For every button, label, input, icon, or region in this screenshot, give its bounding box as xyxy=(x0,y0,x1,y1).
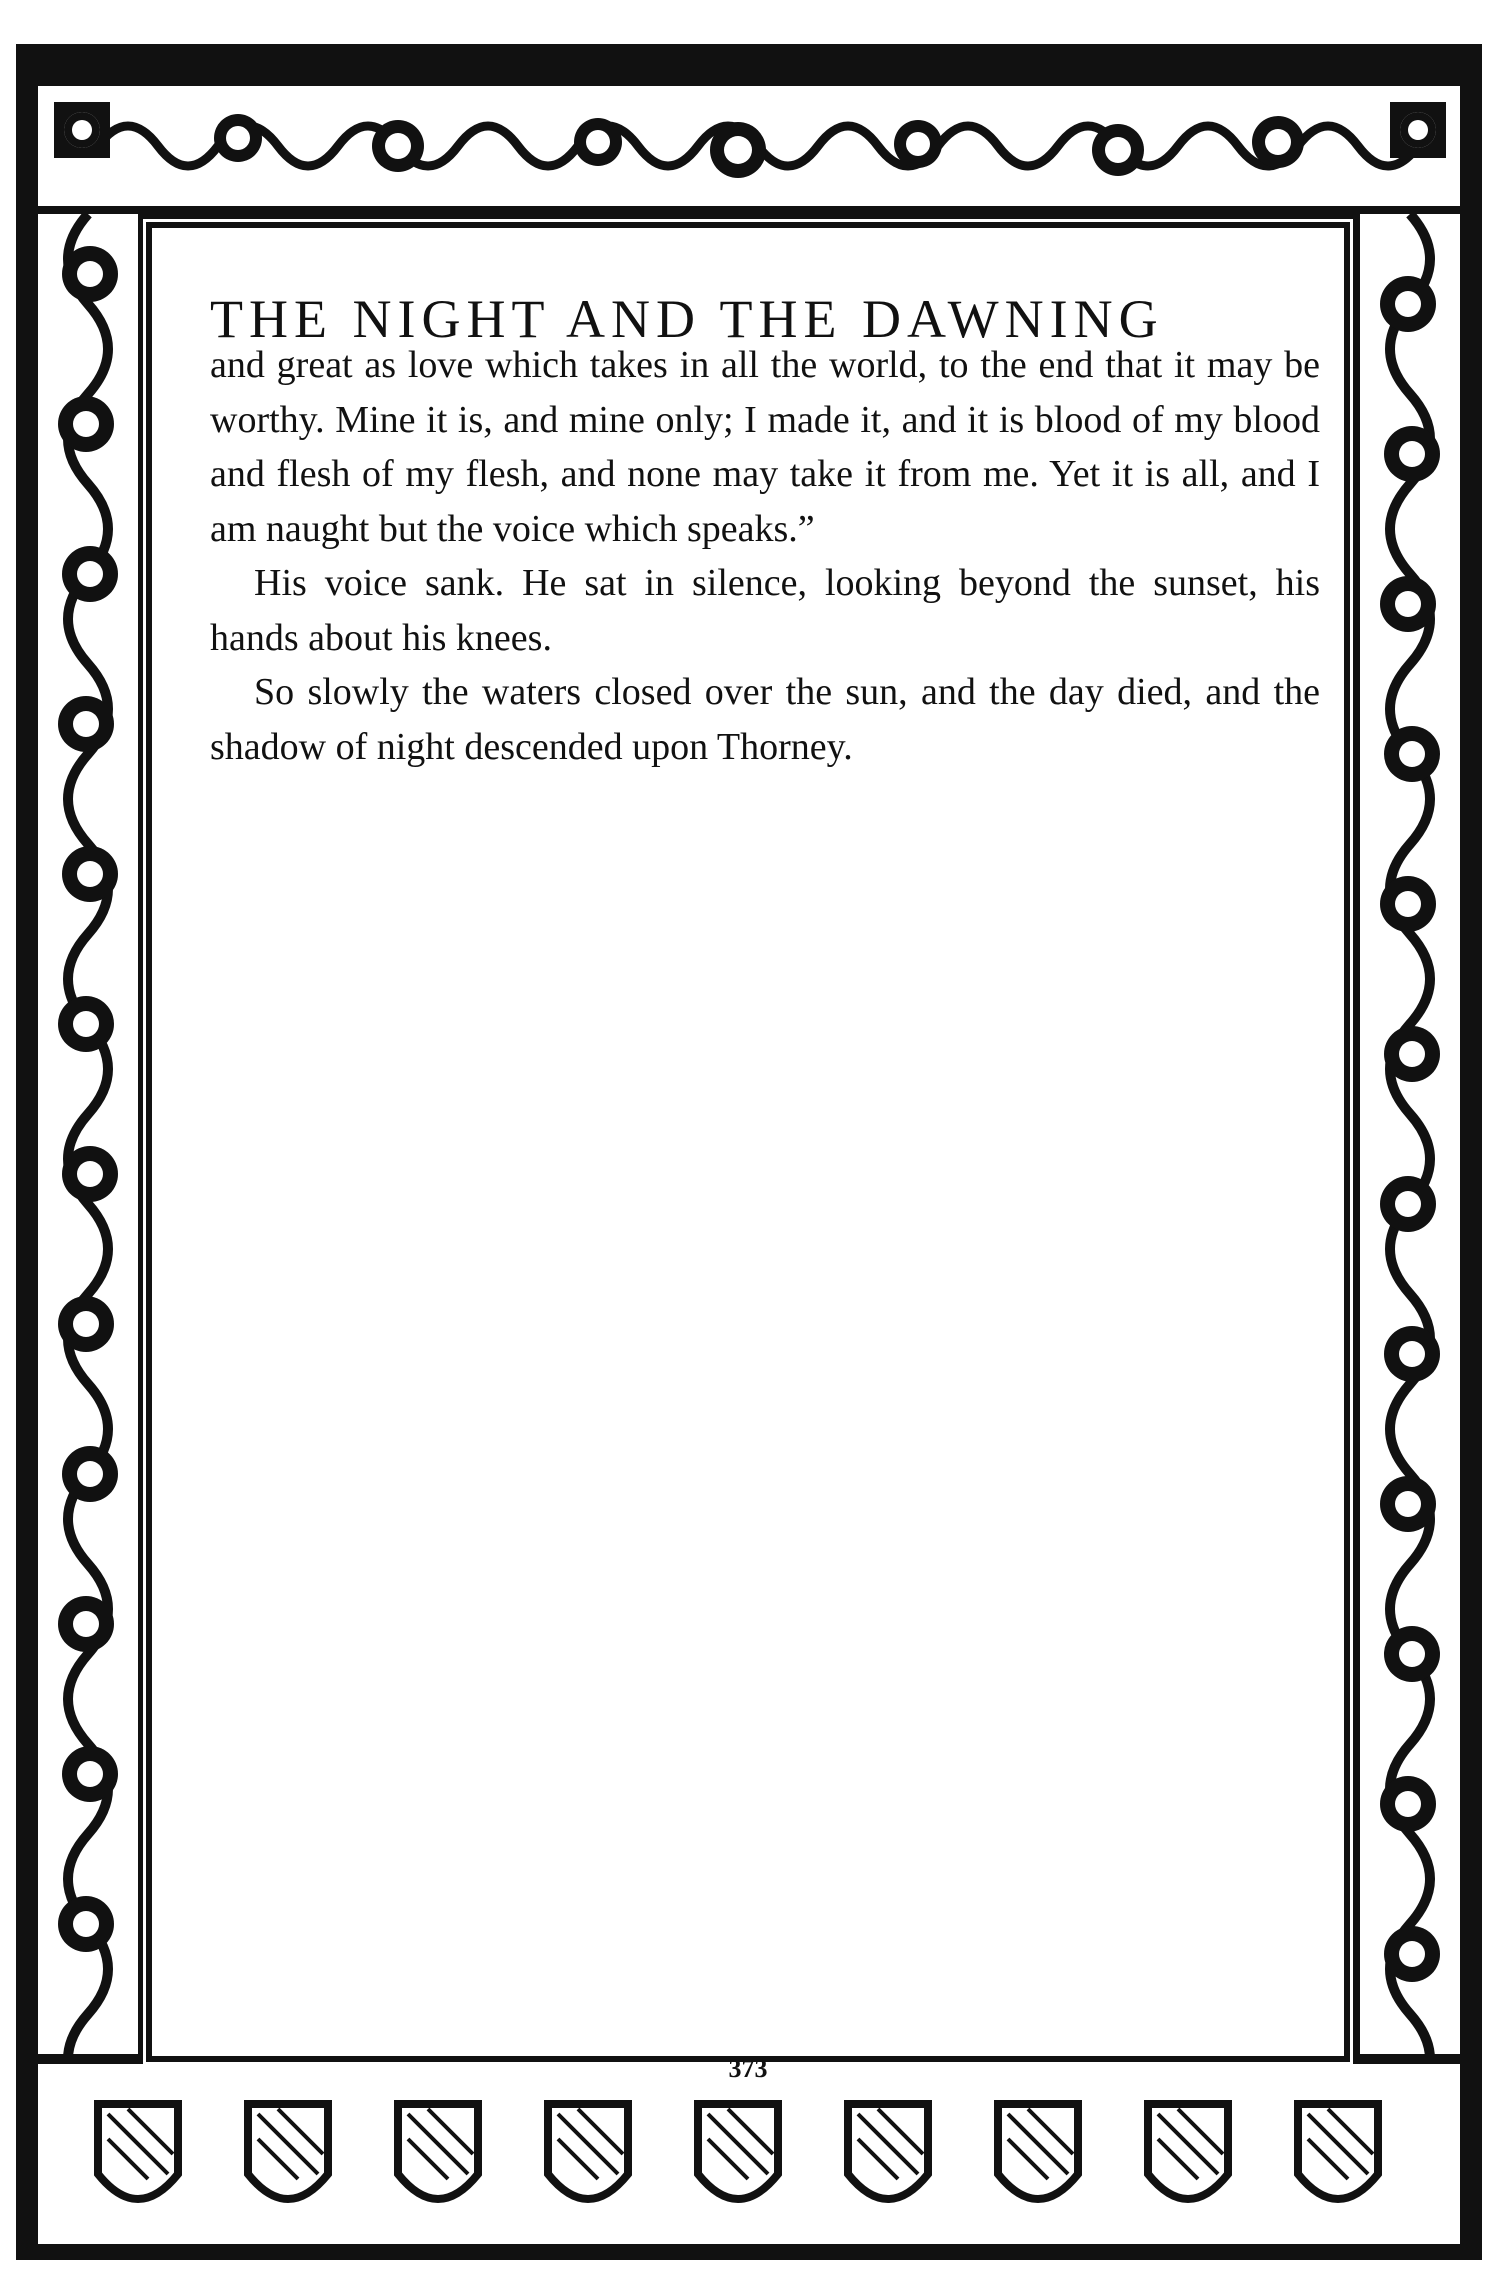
page-number: 373 xyxy=(728,2054,768,2083)
top-ornament-band xyxy=(38,86,1460,206)
ornamental-border-frame xyxy=(16,44,1482,2260)
body-text xyxy=(210,338,1320,774)
paragraph: So slowly the waters closed over the sun, and the day died, and the shadow of night descended upon Thorney. xyxy=(210,671,1320,768)
corner-rosette-icon xyxy=(54,102,110,158)
spiral-scroll-icon xyxy=(1360,214,1460,2054)
left-ornament-band xyxy=(38,214,138,2054)
corner-rosette-icon xyxy=(1390,102,1446,158)
shield-icon xyxy=(38,2064,1460,2244)
page-title: THE NIGHT AND THE DAWNING xyxy=(210,289,1164,350)
spiral-scroll-icon xyxy=(38,214,138,2054)
paragraph: and great as love which takes in all the world, to the end that it may be worthy. Mine it is, and mine only; I made it, and it is blood of my blood and flesh of my flesh, and none may take it from me. Yet it is all, and I am naught but the voice which speaks.” xyxy=(210,344,1320,550)
spiral-scroll-icon xyxy=(38,86,1460,206)
bottom-ornament-band xyxy=(38,2064,1460,2244)
right-ornament-band xyxy=(1360,214,1460,2054)
text-panel xyxy=(146,222,1350,2083)
paragraph: His voice sank. He sat in silence, looking beyond the sunset, his hands about his knees. xyxy=(210,562,1320,659)
